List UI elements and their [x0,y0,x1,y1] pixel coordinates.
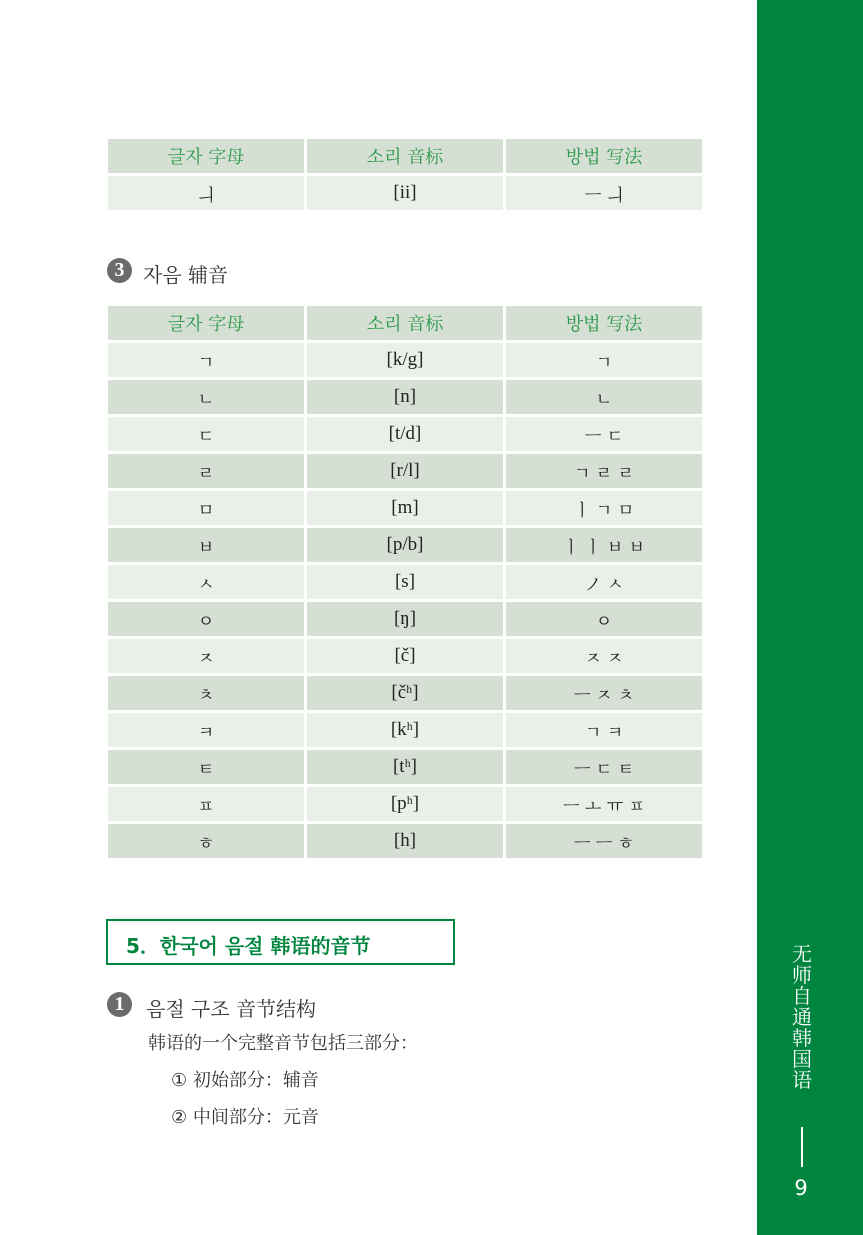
cell-sound: [h] [307,824,503,858]
cell-method: ㅡ ㄷ [506,417,702,451]
table-row [108,343,702,377]
sidebar-title-char: 通 [792,1005,812,1029]
cell-sound: [p/b] [307,528,503,562]
table-row [108,454,702,488]
table-header-row [108,306,702,340]
table-row [108,417,702,451]
table-row [108,565,702,599]
chapter-heading-box [106,919,455,965]
table-row [108,824,702,858]
table-row [108,176,702,210]
cell-letter: ㄹ [108,454,304,488]
table-row [108,676,702,710]
cell-method: ㅡ ㅈ ㅊ [506,676,702,710]
sidebar-title-char: 自 [792,984,812,1008]
cell-sound: [č] [307,639,503,673]
cell-letter: ㅎ [108,824,304,858]
cell-sound: [ŋ] [307,602,503,636]
sidebar-book-title [789,944,815,1091]
header-letter: 글자 字母 [108,306,304,340]
cell-letter: ㅍ [108,787,304,821]
cell-method: ㄴ [506,380,702,414]
cell-letter: ㅂ [108,528,304,562]
table-row [108,380,702,414]
cell-letter: ㅅ [108,565,304,599]
list-item: ② 中间部分：元音 [171,1107,319,1128]
cell-sound: [kʰ] [307,713,503,747]
cell-method: ㄱ ㄹ ㄹ [506,454,702,488]
section-number-badge: 1 [107,992,132,1017]
cell-sound: [k/g] [307,343,503,377]
cell-method: ㅈ ㅈ [506,639,702,673]
cell-letter: ㅁ [108,491,304,525]
cell-method: ㅡ ㅗ ㅠ ㅍ [506,787,702,821]
cell-sound: [n] [307,380,503,414]
cell-method: ノ ㅅ [506,565,702,599]
table-row [108,491,702,525]
sidebar-divider [801,1127,803,1167]
cell-method: ㅡ ㅢ [506,176,702,210]
cell-method: ㄱ ㅋ [506,713,702,747]
table-row [108,750,702,784]
list-item: ① 初始部分：辅音 [171,1070,319,1091]
cell-letter: ㅈ [108,639,304,673]
cell-letter: ㅊ [108,676,304,710]
sidebar-title-char: 国 [792,1047,812,1071]
cell-letter: ㄷ [108,417,304,451]
table-row [108,713,702,747]
sidebar-title-char: 语 [792,1068,812,1092]
sidebar-title-char: 韩 [792,1026,812,1050]
chapter-title: 5．한국어 음절 韩语的音节 [126,934,371,958]
cell-sound: [r/l] [307,454,503,488]
section-heading: 자음 辅音 [143,263,228,287]
table-row [108,528,702,562]
header-letter: 글자 字母 [108,139,304,173]
sidebar-title-char: 师 [792,963,812,987]
header-sound: 소리 音标 [307,139,503,173]
cell-sound: [tʰ] [307,750,503,784]
header-method: 방법 写法 [506,139,702,173]
table-header-row [108,139,702,173]
cell-method: ㅡ ㄷ ㅌ [506,750,702,784]
cell-letter: ㄴ [108,380,304,414]
cell-method: ㅣ ㅣ ㅂ ㅂ [506,528,702,562]
cell-method: ㄱ [506,343,702,377]
page-number: 9 [794,1176,808,1200]
cell-sound: [ii] [307,176,503,210]
cell-letter: ㅌ [108,750,304,784]
intro-paragraph: 韩语的一个完整音节包括三部分： [148,1033,418,1054]
cell-letter: ㅢ [108,176,304,210]
vowel-table [105,136,705,213]
cell-letter: ㅇ [108,602,304,636]
cell-sound: [t/d] [307,417,503,451]
table-row [108,639,702,673]
table-row [108,787,702,821]
cell-method: ㅡ ㅡ ㅎ [506,824,702,858]
section-heading: 음절 구조 音节结构 [146,997,316,1021]
cell-sound: [m] [307,491,503,525]
consonant-table [105,303,705,861]
sidebar-title-char: 无 [792,942,812,966]
cell-letter: ㄱ [108,343,304,377]
cell-method: ㅣ ㄱ ㅁ [506,491,702,525]
header-method: 방법 写法 [506,306,702,340]
cell-sound: [čʰ] [307,676,503,710]
cell-sound: [s] [307,565,503,599]
table-row [108,602,702,636]
cell-letter: ㅋ [108,713,304,747]
section-number-badge: 3 [107,258,132,283]
cell-method: ㅇ [506,602,702,636]
header-sound: 소리 音标 [307,306,503,340]
cell-sound: [pʰ] [307,787,503,821]
